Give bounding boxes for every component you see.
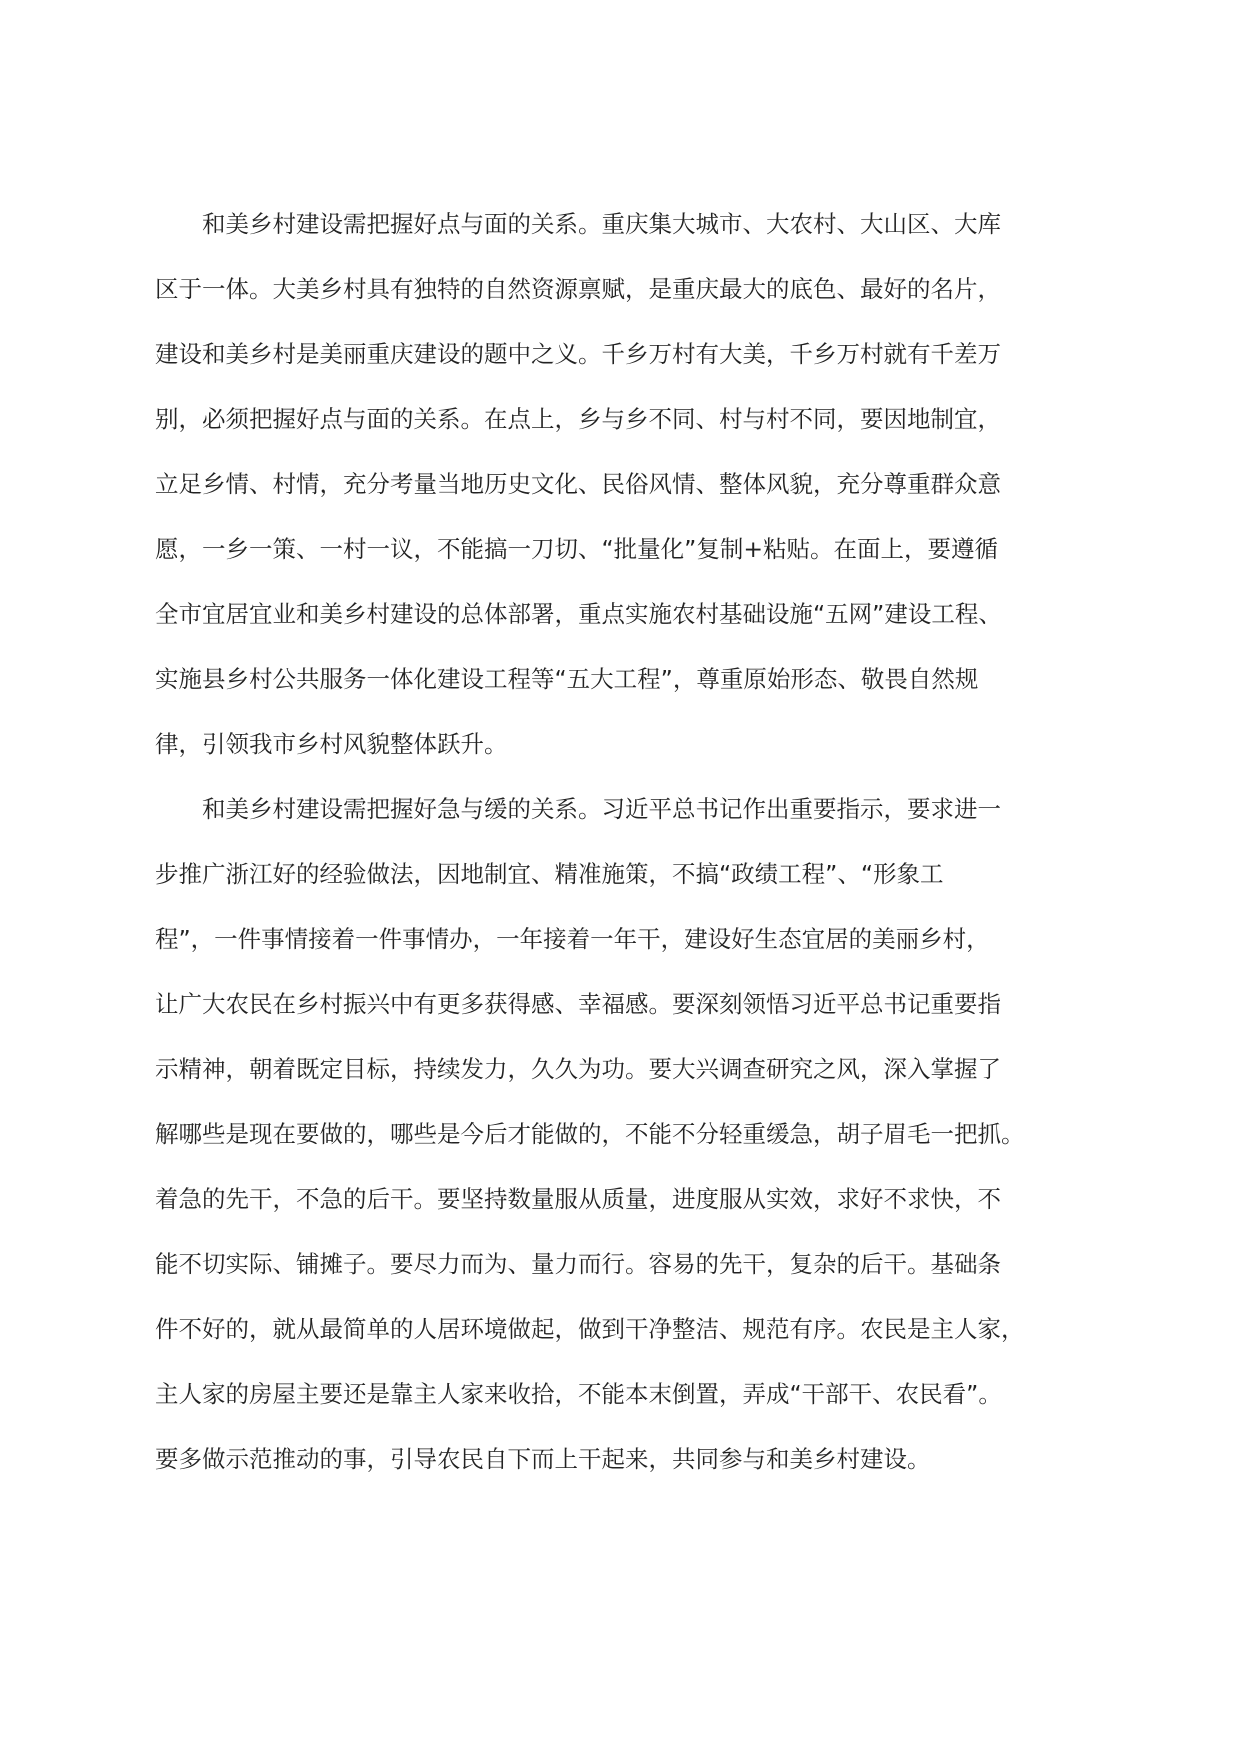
text-line: 区于一体。大美乡村具有独特的自然资源禀赋，是重庆最大的底色、最好的名片， bbox=[155, 275, 1001, 303]
text-line: 件不好的，就从最简单的人居环境做起，做到干净整洁、规范有序。农民是主人家， bbox=[155, 1315, 1025, 1343]
text-line: 立足乡情、村情，充分考量当地历史文化、民俗风情、整体风貌，充分尊重群众意 bbox=[155, 470, 1001, 498]
text-line: 和美乡村建设需把握好急与缓的关系。习近平总书记作出重要指示，要求进一 bbox=[202, 795, 1001, 823]
text-line: 要多做示范推动的事，引导农民自下而上干起来，共同参与和美乡村建设。 bbox=[155, 1445, 931, 1473]
text-line: 主人家的房屋主要还是靠主人家来收拾，不能本末倒置，弄成“干部干、农民看”。 bbox=[155, 1380, 1002, 1408]
text-line: 建设和美乡村是美丽重庆建设的题中之义。千乡万村有大美，千乡万村就有千差万 bbox=[155, 340, 1001, 368]
text-line: 别，必须把握好点与面的关系。在点上，乡与乡不同、村与村不同，要因地制宜， bbox=[155, 405, 1001, 433]
text-line: 示精神，朝着既定目标，持续发力，久久为功。要大兴调查研究之风，深入掌握了 bbox=[155, 1055, 1001, 1083]
paragraph-2 bbox=[155, 777, 1085, 1492]
text-line: 实施县乡村公共服务一体化建设工程等“五大工程”，尊重原始形态、敬畏自然规 bbox=[155, 665, 979, 693]
text-line: 步推广浙江好的经验做法，因地制宜、精准施策，不搞“政绩工程”、“形象工 bbox=[155, 860, 944, 888]
text-line: 律，引领我市乡村风貌整体跃升。 bbox=[155, 730, 508, 758]
paragraph-1 bbox=[155, 192, 1085, 777]
text-line: 能不切实际、铺摊子。要尽力而为、量力而行。容易的先干，复杂的后干。基础条 bbox=[155, 1250, 1001, 1278]
text-line: 让广大农民在乡村振兴中有更多获得感、幸福感。要深刻领悟习近平总书记重要指 bbox=[155, 990, 1001, 1018]
document-body bbox=[155, 192, 1085, 1492]
text-line: 着急的先干，不急的后干。要坚持数量服从质量，进度服从实效，求好不求快，不 bbox=[155, 1185, 1001, 1213]
text-line: 解哪些是现在要做的，哪些是今后才能做的，不能不分轻重缓急，胡子眉毛一把抓。 bbox=[155, 1120, 1025, 1148]
text-line: 愿，一乡一策、一村一议，不能搞一刀切、“批量化”复制+粘贴。在面上，要遵循 bbox=[155, 535, 999, 563]
text-line: 程”，一件事情接着一件事情办，一年接着一年干，建设好生态宜居的美丽乡村， bbox=[155, 925, 990, 953]
text-line: 全市宜居宜业和美乡村建设的总体部署，重点实施农村基础设施“五网”建设工程、 bbox=[155, 600, 1002, 628]
text-line: 和美乡村建设需把握好点与面的关系。重庆集大城市、大农村、大山区、大库 bbox=[202, 210, 1001, 238]
